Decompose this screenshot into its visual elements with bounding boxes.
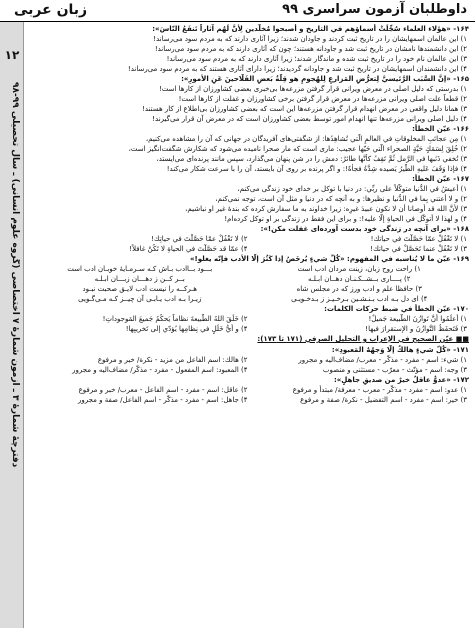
question-168 (30, 224, 469, 254)
poem-option[interactable] (30, 274, 469, 284)
option[interactable]: ۱) لا تَغْفُلْ عمّا حَصَّلْتَ في حياتك! (370, 235, 467, 243)
poem-line: ۲) پــــاری بــشــكـنـان دهــان ابـلـه (307, 275, 411, 283)
option[interactable]: ۴) المعبود: اسم المفعول - مفرد - مذكّر/ مضاف‌اليه و مجرور (72, 366, 248, 374)
option[interactable]: ۳) فَتَحفَظُ التَّوازُنَ و الإستقرارَ فيها! (365, 325, 467, 333)
option[interactable]: ۴) این دانشمندان اسمهایشان در تاریخ ثبت شد و جاودانه گردیدند؛ زیرا دارای آثاری هستند که به مردم سود می‌رساند! (127, 65, 467, 73)
question-stem: ۱۶۴- «هؤلاء العلماء سُجِّلَتْ أسماؤهم في التاريخ و أصبحوا مُخلَّدين لِأنَّ لَهُم آثاراً تَنفَعُ النّاسَ»: (152, 25, 469, 33)
poem-line: هـركــه را نيست ادب لايـق صحبت نبـود (82, 285, 197, 293)
option[interactable]: ۴) جاهل: اسم - مفرد - مذكّر - اسم الفاعل/ صفة و مجرور (77, 396, 248, 404)
option[interactable]: ۳) لا تَغْفُلْ عنما تَحَصَّلْ في حياتك! (370, 245, 467, 253)
header-title: داوطلبان آزمون سراسری ۹۹ (282, 2, 467, 17)
question-stem: ۱۶۹- عيّن ما لا يُناسبه في المفهوم: «كُلُّ شيءٍ يُرخَصُ إذا كَثُرَ إلّا الأدب فإنّه يغلو!» (190, 255, 469, 263)
option[interactable]: ۲) این دانشمندها نامشان در تاریخ ثبت شد و جاودانه هستند؛ چون که آثاری دارند که به مردم سود می‌رساند! (154, 45, 467, 53)
question-171 (30, 345, 469, 375)
question-stem: ۱۶۸- «برای آنچه در زندگی خود بدست آورده‌ای غفلت مکن!»: (260, 225, 469, 233)
option[interactable]: ۱) مِن عجائبِ المخلوقاتِ في العالمِ الّتي تُشاهِدُها: از شگفتی‌های آفریدگان در جهانی که آن را مشاهده می‌کنیم، (145, 135, 467, 143)
option[interactable]: ۱) این عالمان اسمهایشان را در تاریخ ثبت کردند و جاودان شدند؛ زیرا آثاری دارند که به مردم سود می‌رساند! (153, 35, 467, 43)
poem-line: زيـرا بـه ادب يـابـى آن چيــز كـه مـى‌گـويى (78, 295, 202, 303)
header-subject: زبان عربی (14, 2, 88, 18)
side-strip (0, 22, 24, 628)
question-170 (30, 304, 469, 334)
option[interactable]: ۴) دلیل اصلی ویرانی مزرعه‌ها تنها انهدام امور توسط بعضی کشاورزان است که در معرض آن قرار می‌گیرند! (152, 115, 467, 123)
option[interactable]: ۳) لأنَّ الله قد أوصانا أن لا نكون عبيدَ غيرِه: زیرا خداوند به ما سفارش کرده که بندهٔ غیر او نباشیم، (185, 205, 467, 213)
option[interactable]: ۲) لا تَغْفُلْ عمّا حَصَّلْتَ في حياتِك! (151, 235, 248, 243)
option[interactable]: ۳) وجه: اسم - مؤنّث - معرّب - مستثنى و منصوب (322, 366, 467, 374)
poem-line: بــر كــن ز دهـــان زبـــان ابـلـه (94, 275, 185, 283)
option[interactable]: ۱) أعلَمُوا أنَّ تَوازُنَ الطَّبيعة جَميلٌ! (368, 315, 467, 323)
poem-line: ۳) حافظا علم و ادب ورز كه در مجلس شاه (296, 285, 422, 293)
option[interactable]: ۳) تُخفي ذَنَبها في الرَّمل ثُمَّ تَقِفُ كأنَّها طائرٌ: دمش را در شن پنهان می‌گذارد، سپس مانند پرنده‌ای می‌ایستد، (156, 155, 467, 163)
poem-line: بـــود بــاادب بـاش كـه سـرمـايهٔ خوبـان ادب است (67, 265, 213, 273)
poem-line: ۴) اى دل بـه ادب بـنـشـين بـرخـيـز ز بـدخـويـى (291, 295, 428, 303)
question-169 (30, 254, 469, 304)
option[interactable]: ۳) این عالمان نام خود را در تاریخ ثبت شده و ماندگار شدند؛ زیرا آثاری دارند که به مردم سود می‌رساند! (166, 55, 467, 63)
section-heading: ■■ عيّن الصحيح في الإعراب و التحليل الصرفي (۱۷۱ تا ۱۷۳): (257, 335, 469, 343)
question-stem: ۱۶۶- عيّن الخطأ: (412, 125, 469, 133)
question-stem: ۱۷۱- «كُلّ شيءٍ هالكٌ إلّا وَجهُهُ المَعبودِ»: (331, 346, 469, 354)
question-172 (30, 375, 469, 405)
poem-line: ۱) راحت روح زبان، زینت مردان ادب است (297, 265, 421, 273)
poem-option[interactable] (30, 284, 469, 294)
question-stem: ۱۶۷- عيّن الخطأ: (412, 175, 469, 183)
question-164 (30, 24, 469, 74)
option[interactable]: ۱) شيء: اسم - مفرد - مذكّر - معرب/ مضاف‌اليه و مجرور (298, 356, 467, 364)
option[interactable]: ۳) همانا دلیل واقعی در معرض انهدام قرار گرفتن مزرعه‌ها این است که بعضی کشاورزان بی‌اطلاع از کار هستند! (142, 105, 467, 113)
question-stem: ۱۶۵- «إنَّ السَّبَب الرَّئيسيَّ لِتعرُّضِ المَزارعِ لِلهُجومِ هو قِلَّةُ بَعضِ الفَلّاحينَ عَنِ الأُمورِ»: (181, 75, 469, 83)
option[interactable]: ۲) قطعاً علت اصلی ویرانی مزرعه‌ها در معرض قرار گرفتن برخی کشاورزان و غفلت از کارها است! (178, 95, 467, 103)
option[interactable]: ۱) بدرستی که دلیل اصلی در معرض ویرانی قرار گرفتن مزرعه‌ها بی‌خبری بعضی کشاورزان از کارها است! (158, 85, 467, 93)
question-165 (30, 74, 469, 124)
poem-option[interactable] (30, 264, 469, 274)
questions-area (30, 24, 469, 624)
option[interactable]: ۲) عاقل: اسم - مفرد - اسم الفاعل - معرب/ خبر و مرفوع (78, 386, 248, 394)
page-number: ۱۲ (4, 48, 20, 62)
side-label: دفترچهٔ شمارهٔ ۳ ـ آزمون شمارهٔ ۷ اختصاصی (گروه علوم انسانی) ـ سال تحصیلی ۹۹-۹۸ (10, 82, 20, 468)
question-stem: ۱۷۲- «عدوٌّ عاقلٌ خيرٌ من صديقٍ جاهلٍ»: (333, 376, 469, 384)
question-stem: ۱۷۰- عيّن الخطأ في ضبط حركات الكلمات: (324, 305, 469, 313)
option[interactable]: ۱) عدو: اسم - مفرد - مذكّر - معرب - معرفة/ مبتدأ و مرفوع (292, 386, 467, 394)
poem-option[interactable] (30, 294, 469, 304)
option[interactable]: ۲) خَلَقَ اللهُ الطَّبيعةَ نظاماً يَحكُمُ جَميعَ المَوجوداتِ! (102, 315, 248, 323)
option[interactable]: ۲) هالك: اسم الفاعل من مزيد - نكرة/ خبر و مرفوع (97, 356, 248, 364)
question-167 (30, 174, 469, 224)
option[interactable]: ۲) خُلِقَ لِسَمَكٍ حَيَّةٍ الصحراء الّتي حَيّها عجيب: ماری است که مار صحرا نامیده می‌شود که شکارش شگفت‌انگیز است، (128, 145, 467, 153)
option[interactable]: ۴) فإذا وَقَفَ عَليهِ الطّيرُ يَصيده شِدَّةُ فجأةً!: و اگر پرنده بر روی آن بایستد، آن را با سرعت شکار می‌کند! (166, 165, 467, 173)
option[interactable]: ۴) عمّا قد حَصَّلْتَ في الحياةِ لا تَكُنْ غافلاً! (129, 245, 248, 253)
option[interactable]: ۱) أعيشُ في الدُّنيا متوكِّلاً على ربِّي: در دنیا با توکل بر خدای خود زندگی می‌کنم، (237, 185, 467, 193)
option[interactable]: ۴) و لهذا لا أتوكّل في الحياةِ إلّا عليه!: و برای این فقط در زندگی بر او توکل کرده‌ام! (224, 215, 467, 223)
option[interactable]: ۳) خير: اسم - مفرد - اسم التفضيل - نكرة/ صفة و مرفوع (300, 396, 467, 404)
page-header (0, 0, 475, 22)
question-166 (30, 124, 469, 174)
option[interactable]: ۲) و لا أعتني بِما في الدُّنيا و نظيرها: و به آنچه که در دنیا و مثل آن است، توجه نمی‌کنم، (215, 195, 467, 203)
option[interactable]: ۴) و أيُّ خَلَلٍ في نِظامِها يُؤدّي إلى تَخريبِها! (125, 325, 248, 333)
